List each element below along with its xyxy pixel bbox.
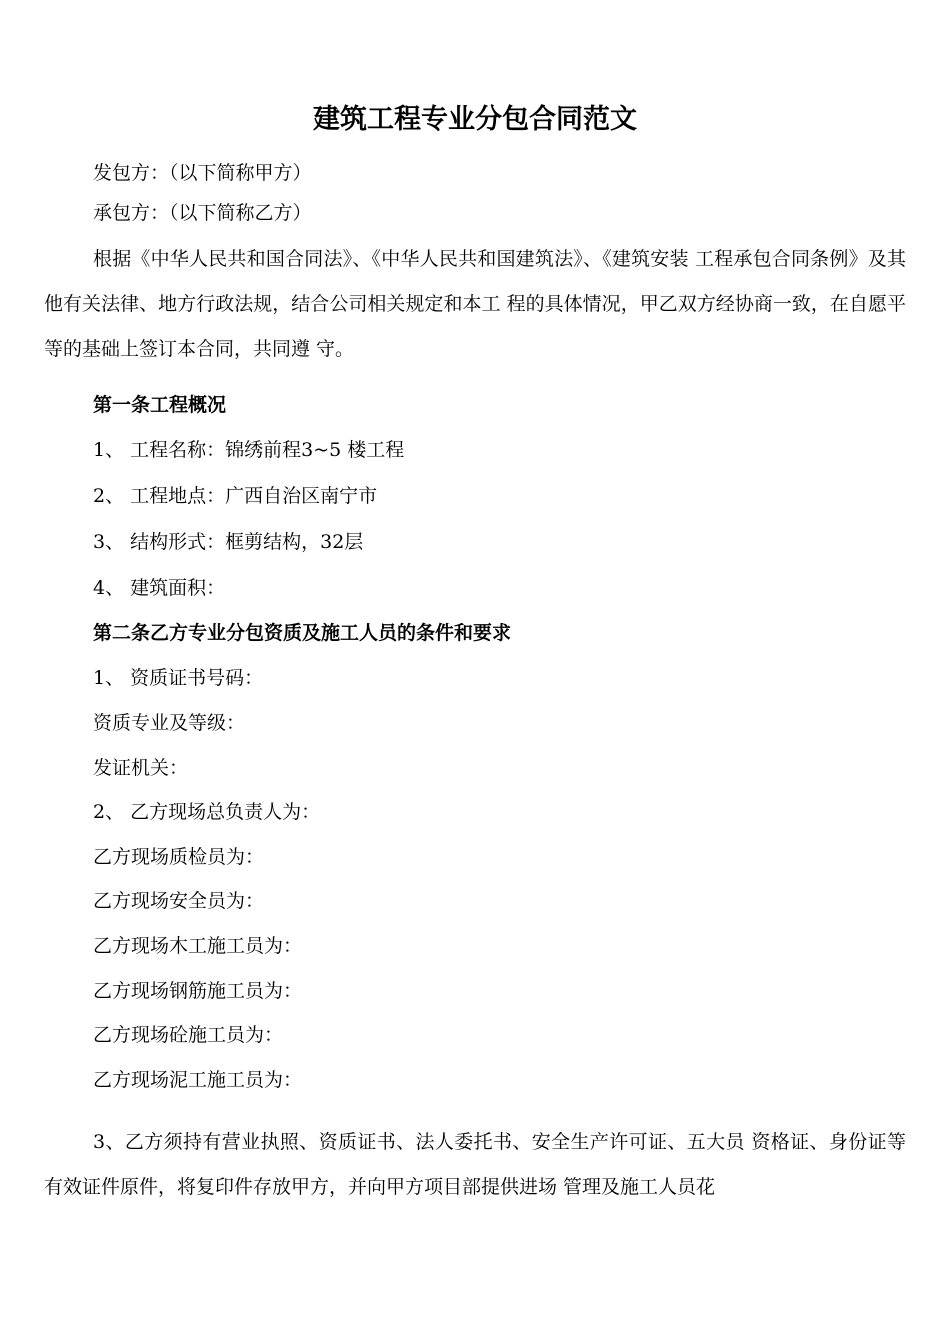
article2-item: 乙方现场质检员为：	[93, 846, 265, 868]
article2-item: 乙方现场安全员为：	[93, 890, 265, 912]
intro-paragraph: 根据《中华人民共和国合同法》、《中华人民共和国建筑法》、《建筑安装 工程承包合同条例》及其他有关法律、地方行政法规，结合公司相关规定和本工 程的具体情况，甲乙双方经协商一致，在自愿平等的基础上签订本合同，共同遵 守。	[44, 248, 906, 360]
article2-paragraph-3: 3、乙方须持有营业执照、资质证书、法人委托书、安全生产许可证、五大员 资格证、身份证等有效证件原件，将复印件存放甲方，并向甲方项目部提供进场 管理及施工人员花	[44, 1131, 906, 1198]
article1-item: 2、 工程地点：广西自治区南宁市	[93, 485, 378, 507]
article2-item: 1、 资质证书号码：	[93, 667, 264, 689]
article2-item: 乙方现场钢筋施工员为：	[93, 980, 303, 1002]
article2-item: 资质专业及等级：	[93, 712, 246, 734]
article2-item: 2、 乙方现场总负责人为：	[93, 801, 321, 823]
article1-item: 1、 工程名称：锦绣前程3~5 楼工程	[93, 439, 405, 461]
article2-item: 乙方现场木工施工员为：	[93, 935, 303, 957]
document-title: 建筑工程专业分包合同范文	[313, 104, 637, 135]
article1-item: 4、 建筑面积：	[93, 577, 226, 599]
article2-item: 乙方现场泥工施工员为：	[93, 1069, 303, 1091]
article1-heading: 第一条工程概况	[93, 394, 227, 416]
article2-item: 乙方现场砼施工员为：	[93, 1024, 284, 1046]
article2-item: 发证机关：	[93, 757, 189, 779]
party-b-line: 承包方：（以下简称乙方）	[93, 202, 312, 224]
party-a-line: 发包方：（以下简称甲方）	[93, 162, 312, 184]
article2-heading: 第二条乙方专业分包资质及施工人员的条件和要求	[93, 622, 512, 644]
article1-item: 3、 结构形式：框剪结构，32层	[93, 531, 364, 553]
